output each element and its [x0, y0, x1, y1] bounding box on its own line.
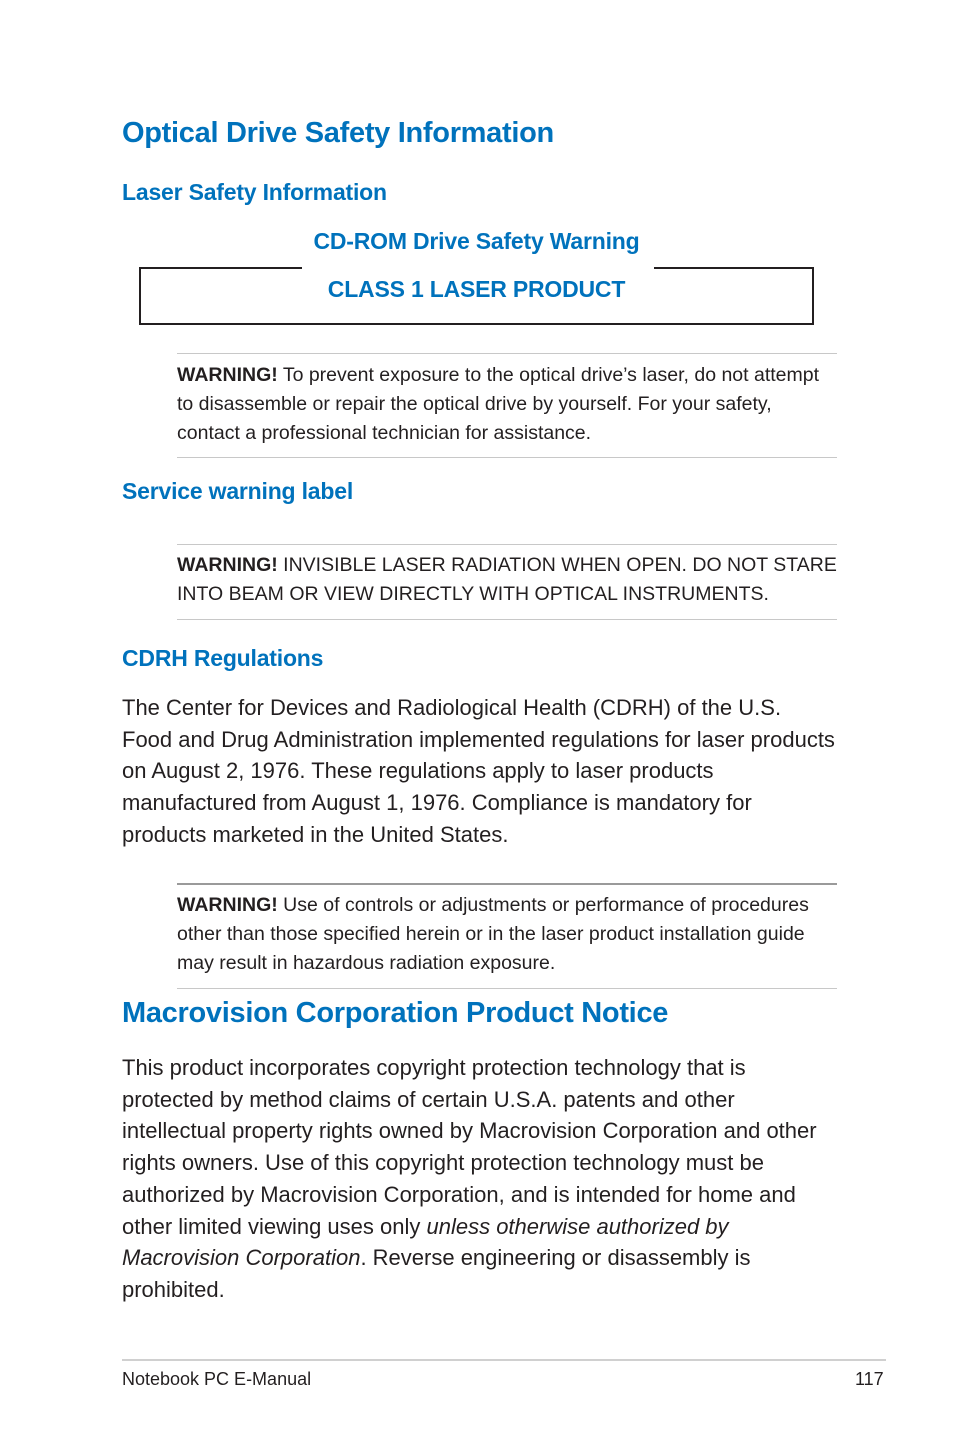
laser-warning-note [177, 361, 837, 448]
warning-bottom-rule [177, 457, 837, 458]
warning-bottom-rule [177, 988, 837, 989]
footer-manual-name: Notebook PC E-Manual [122, 1369, 312, 1389]
macrovision-text-start: This product incorporates copyright protection technology that is protected by method claims of certain U.S.A. patents and other intellectual property rights owned by Macrovision Corporation and other rights owners. Use of this copyright protection technology must be authorized by Macrovision Corporation, and is intended for home and other limited viewing uses only [122, 1055, 817, 1239]
warning-text: INVISIBLE LASER RADIATION WHEN OPEN. DO NOT STARE INTO BEAM OR VIEW DIRECTLY WITH OPTICAL INSTRUMENTS. [177, 554, 837, 605]
cdrh-heading: CDRH Regulations [122, 645, 324, 671]
macrovision-paragraph [122, 1052, 837, 1306]
footer-rule [122, 1359, 886, 1361]
warning-label: WARNING! [177, 364, 278, 386]
class1-laser-label: CLASS 1 LASER PRODUCT [327, 276, 626, 302]
cdrom-warning-heading: CD-ROM Drive Safety Warning [313, 228, 640, 254]
cdrh-paragraph: The Center for Devices and Radiological Health (CDRH) of the U.S. Food and Drug Administration implemented regulations for laser products on August 2, 1976. These regulations apply to laser products manufactured from August 1, 1976. Compliance is mandatory for products marketed in the United States. [122, 695, 835, 847]
warning-label: WARNING! [177, 554, 278, 576]
service-warning-note [177, 551, 837, 609]
warning-text: To prevent exposure to the optical drive’s laser, do not attempt to disassemble or repair the optical drive by yourself. For your safety, contact a professional technician for assistance. [177, 364, 820, 444]
warning-bottom-rule [177, 619, 837, 620]
macrovision-text-italic: unless otherwise authorized by Macrovision Corporation [122, 1213, 729, 1271]
laser-safety-heading: Laser Safety Information [122, 179, 387, 205]
box-top-left-border [139, 267, 302, 269]
service-warning-heading: Service warning label [122, 478, 354, 504]
warning-top-rule [177, 544, 837, 545]
box-top-right-border [654, 267, 812, 269]
footer-page-number: 117 [855, 1369, 884, 1389]
warning-text: Use of controls or adjustments or performance of procedures other than those specified herein or in the laser product installation guide may result in hazardous radiation exposure. [177, 894, 809, 974]
macrovision-text-end: . Reverse engineering or disassembly is prohibited. [122, 1245, 751, 1302]
page-title: Optical Drive Safety Information [122, 117, 554, 149]
macrovision-heading: Macrovision Corporation Product Notice [122, 997, 669, 1029]
warning-label: WARNING! [177, 894, 278, 916]
warning-top-rule [177, 883, 837, 885]
cdrh-warning-note [177, 891, 837, 978]
warning-top-rule [177, 353, 837, 354]
